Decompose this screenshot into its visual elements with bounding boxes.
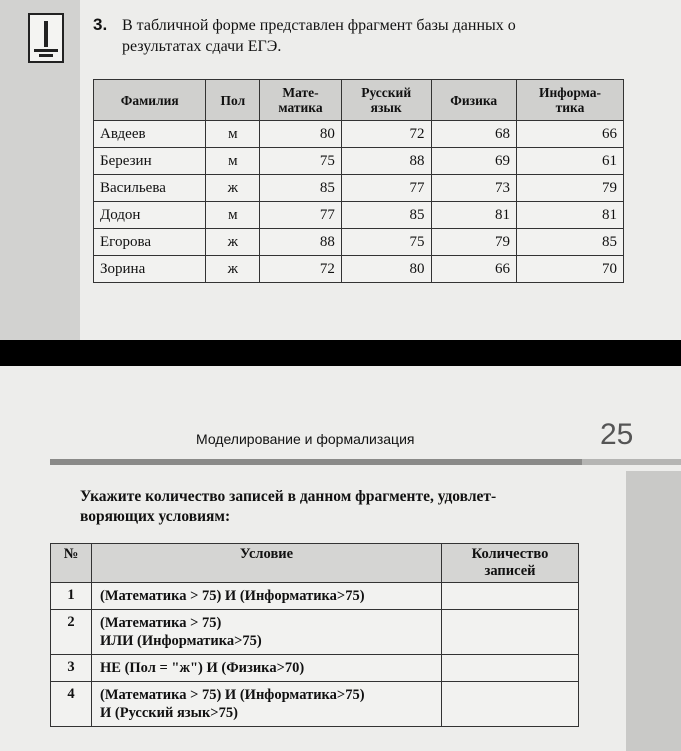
table-header-row: [51, 544, 579, 583]
table-row: [94, 256, 624, 283]
page-number: 25: [600, 418, 634, 451]
table-cell: 61: [516, 148, 623, 175]
task-text-line: В табличной форме представлен фрагмент базы данных о: [122, 17, 516, 34]
table-cell: 81: [516, 202, 623, 229]
task-text-line: результатах сдачи ЕГЭ.: [122, 38, 282, 55]
task-marker-icon: [28, 13, 64, 63]
table-cell: 72: [341, 121, 431, 148]
table-cell: м: [206, 202, 260, 229]
condition-line: (Математика > 75): [100, 615, 222, 631]
table-cell: 73: [431, 175, 516, 202]
table-row: [94, 121, 624, 148]
condition-line: (Математика > 75) И (Информатика>75): [100, 687, 365, 703]
column-header: Физика: [431, 80, 516, 121]
top-page-fragment: [0, 0, 681, 340]
table-cell: Додон: [94, 202, 206, 229]
column-header: Мате- матика: [260, 80, 342, 121]
table-cell: ж: [206, 229, 260, 256]
bottom-page-fragment: [0, 366, 681, 751]
table-cell: Авдеев: [94, 121, 206, 148]
table-cell: Зорина: [94, 256, 206, 283]
condition-line: (Математика > 75) И (Информатика>75): [100, 588, 365, 604]
condition-cell: [92, 610, 442, 655]
condition-cell: [92, 583, 442, 610]
task-number: 3.: [93, 15, 108, 34]
table-cell: 77: [341, 175, 431, 202]
conditions-table: [50, 543, 579, 727]
row-number: 3: [51, 655, 92, 682]
column-header: Количество записей: [442, 544, 579, 583]
row-number: 1: [51, 583, 92, 610]
answer-cell[interactable]: [442, 610, 579, 655]
condition-cell: [92, 682, 442, 727]
table-cell: Березин: [94, 148, 206, 175]
table-cell: 88: [341, 148, 431, 175]
table-cell: 80: [341, 256, 431, 283]
table-cell: 77: [260, 202, 342, 229]
table-row: [94, 229, 624, 256]
table-cell: ж: [206, 175, 260, 202]
table-cell: 81: [431, 202, 516, 229]
table-cell: 66: [516, 121, 623, 148]
table-cell: Егорова: [94, 229, 206, 256]
table-cell: ж: [206, 256, 260, 283]
answer-cell[interactable]: [442, 682, 579, 727]
table-cell: Васильева: [94, 175, 206, 202]
condition-cell: [92, 655, 442, 682]
table-header-row: [94, 80, 624, 121]
section-title: Моделирование и формализация: [196, 431, 415, 447]
answer-cell[interactable]: [442, 583, 579, 610]
page-margin-strip: [626, 471, 681, 751]
table-cell: 68: [431, 121, 516, 148]
table-cell: 85: [341, 202, 431, 229]
table-row: [51, 610, 579, 655]
column-header: Пол: [206, 80, 260, 121]
table-cell: 85: [516, 229, 623, 256]
table-cell: м: [206, 148, 260, 175]
header-divider-edge: [582, 459, 681, 465]
answer-cell[interactable]: [442, 655, 579, 682]
condition-line: ИЛИ (Информатика>75): [100, 633, 262, 649]
table-cell: 85: [260, 175, 342, 202]
column-header: №: [51, 544, 92, 583]
table-cell: 79: [516, 175, 623, 202]
table-cell: 88: [260, 229, 342, 256]
table-row: [51, 583, 579, 610]
row-number: 4: [51, 682, 92, 727]
table-cell: 70: [516, 256, 623, 283]
header-divider: [50, 459, 582, 465]
column-header: Русский язык: [341, 80, 431, 121]
column-header: Фамилия: [94, 80, 206, 121]
task-text: [122, 15, 642, 57]
condition-line: И (Русский язык>75): [100, 705, 238, 721]
table-cell: 75: [341, 229, 431, 256]
condition-line: НЕ (Пол = "ж") И (Физика>70): [100, 660, 305, 676]
table-cell: 75: [260, 148, 342, 175]
instruction-line: воряющих условиям:: [80, 508, 231, 525]
table-cell: 66: [431, 256, 516, 283]
table-cell: 79: [431, 229, 516, 256]
table-row: [94, 148, 624, 175]
table-cell: 80: [260, 121, 342, 148]
row-number: 2: [51, 610, 92, 655]
instruction-text: [80, 487, 590, 527]
table-row: [51, 682, 579, 727]
table-row: [94, 175, 624, 202]
exam-results-table: [93, 79, 624, 283]
table-row: [51, 655, 579, 682]
table-row: [94, 202, 624, 229]
instruction-line: Укажите количество записей в данном фрагменте, удовлет-: [80, 488, 497, 505]
table-cell: м: [206, 121, 260, 148]
table-cell: 69: [431, 148, 516, 175]
column-header: Информа- тика: [516, 80, 623, 121]
table-cell: 72: [260, 256, 342, 283]
column-header: Условие: [92, 544, 442, 583]
